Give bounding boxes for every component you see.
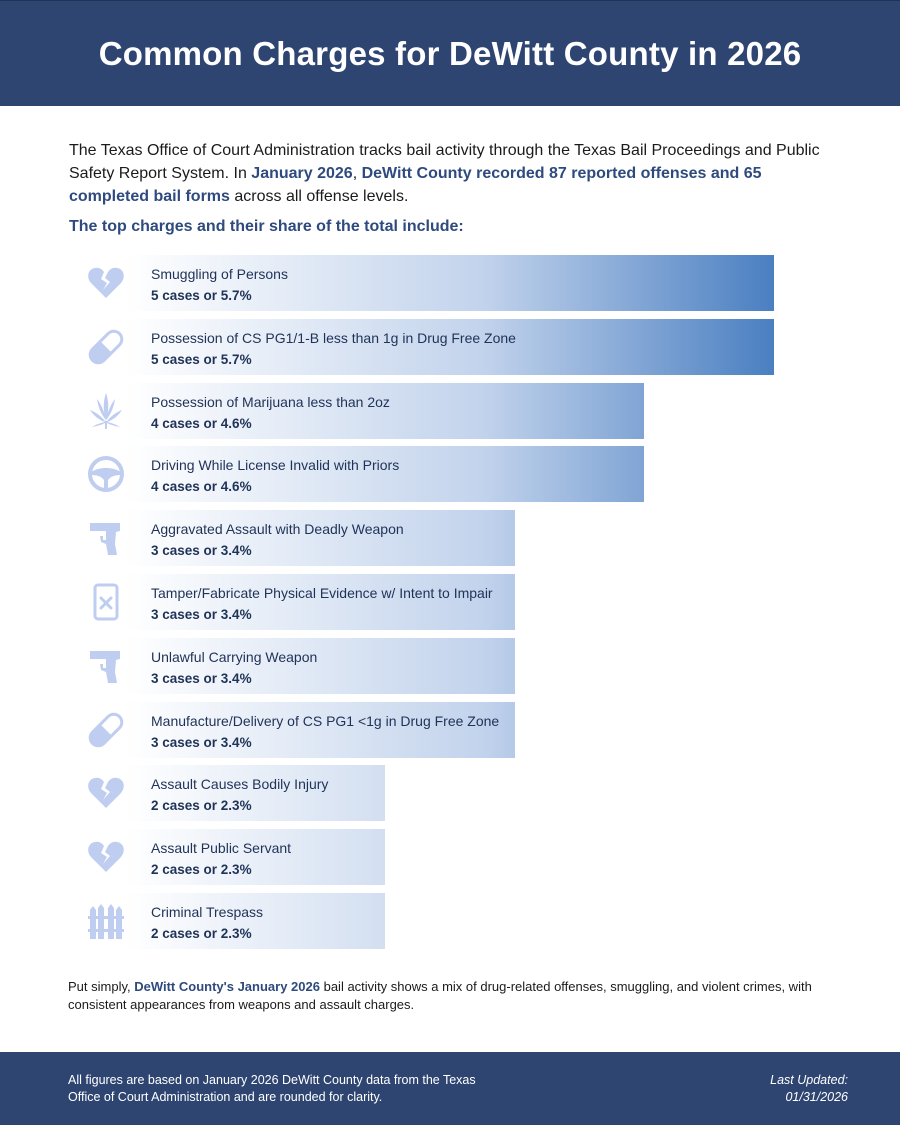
chart-bar-row: [0, 574, 900, 630]
last-updated-label: Last Updated:: [770, 1073, 848, 1087]
intro-text-3: across all offense levels.: [229, 188, 409, 205]
evidence-box-icon: [84, 582, 128, 622]
intro-text-1: The Texas Office of Court Administration tracks bail activity through the Texas Bail Proceedings and Public Safety Report System. In: [69, 142, 820, 182]
chart-bar-row: [0, 446, 900, 502]
chart-bar-label: Assault Public Servant: [151, 840, 292, 857]
chart-bar-value-label: 3 cases or 3.4%: [151, 670, 252, 686]
chart-bar-value-label: 3 cases or 3.4%: [151, 734, 252, 750]
cannabis-leaf-icon: [84, 391, 128, 431]
broken-heart-icon: [84, 263, 128, 303]
chart-bar-value-label: 3 cases or 3.4%: [151, 543, 252, 559]
chart-bar-label: Tamper/Fabricate Physical Evidence w/ Intent to Impair: [151, 585, 493, 601]
pill-icon: [84, 710, 128, 750]
chart-bar-value-label: 4 cases or 4.6%: [151, 415, 252, 431]
chart-bar-label: Assault Causes Bodily Injury: [151, 776, 329, 793]
summary-text-2: bail activity shows a mix of drug-related offenses, smuggling, and violent crimes, with consistent appearances from weapons and assault charges.: [68, 979, 812, 1012]
pistol-icon: [84, 646, 128, 686]
chart-bar-label: Smuggling of Persons: [151, 266, 288, 282]
chart-bar-row: [0, 638, 900, 694]
broken-heart-icon: [84, 837, 128, 877]
chart-bar-row: [0, 383, 900, 439]
summary-paragraph: [68, 978, 838, 1014]
intro-highlight-month: January 2026: [251, 165, 353, 182]
chart-bar-value-label: 2 cases or 2.3%: [151, 926, 252, 941]
page-footer: [0, 1052, 900, 1125]
chart-bar-value-label: 5 cases or 5.7%: [151, 351, 252, 367]
steering-wheel-icon: [84, 454, 128, 494]
chart-bar-label: Possession of Marijuana less than 2oz: [151, 393, 390, 410]
chart-bar-label: Criminal Trespass: [151, 904, 264, 920]
chart-bar-label: Possession of CS PG1/1-B less than 1g in Drug Free Zone: [151, 329, 516, 346]
chart-bar-row: [0, 255, 900, 311]
chart-bar-row: [0, 510, 900, 566]
intro-highlight-stats: DeWitt County recorded 87 reported offenses and 65 completed bail forms: [69, 165, 762, 205]
chart-bar-row: [0, 319, 900, 375]
chart-bar-value-label: 2 cases or 2.3%: [151, 862, 252, 878]
last-updated-date: 01/31/2026: [785, 1090, 848, 1104]
summary-text-1: Put simply,: [68, 979, 135, 994]
chart-bar-row: [0, 829, 900, 885]
footer-source-note: All figures are based on January 2026 DeWitt County data from the Texas Office of Court Administration and are rounded for clarity.: [68, 1073, 476, 1104]
chart-subheading: The top charges and their share of the total include:: [69, 218, 464, 235]
pill-icon: [84, 327, 128, 367]
chart-bar-row: [0, 765, 900, 821]
chart-bar-row: [0, 702, 900, 758]
chart-bar-label: Manufacture/Delivery of CS PG1 <1g in Drug Free Zone: [151, 712, 500, 729]
intro-text-2: ,: [352, 165, 362, 182]
chart-bar-value-label: 5 cases or 5.7%: [151, 288, 252, 303]
chart-bar-value-label: 3 cases or 3.4%: [151, 607, 252, 622]
footer-last-updated: [770, 1072, 848, 1106]
summary-highlight: DeWitt County's January 2026: [134, 979, 320, 994]
chart-bar-label: Driving While License Invalid with Priors: [151, 457, 400, 474]
chart-bar-label: Unlawful Carrying Weapon: [151, 648, 318, 665]
fence-icon: [84, 901, 128, 941]
broken-heart-icon: [84, 773, 128, 813]
pistol-icon: [84, 518, 128, 558]
chart-bar-value-label: 2 cases or 2.3%: [151, 798, 252, 814]
page-title: Common Charges for DeWitt County in 2026: [98, 34, 802, 72]
chart-bar-row: [0, 893, 900, 949]
chart-bar-label: Aggravated Assault with Deadly Weapon: [151, 521, 404, 538]
chart-bar-value-label: 4 cases or 4.6%: [151, 479, 252, 495]
